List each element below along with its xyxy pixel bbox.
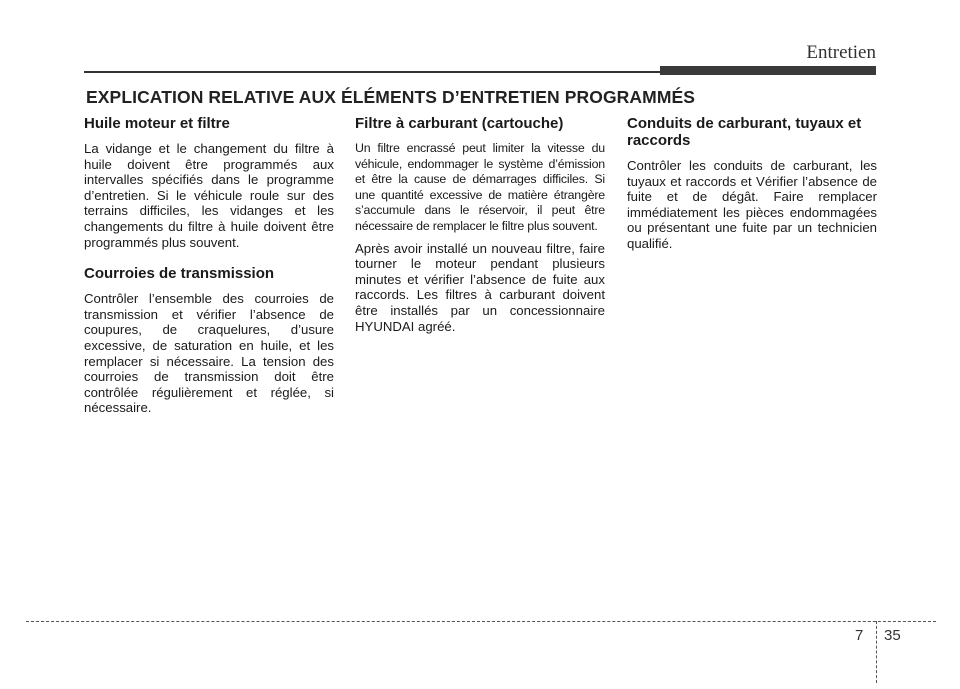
drive-belts-paragraph: Contrôler l’ensemble des courroies de transmission et vérifier l’absence de coupures, de craquelures, d’usure excessive, de saturation en huile, et les remplacer si nécessaire. La tension des courroies de transmission doit être contrôlée régulièrement et réglée, si nécessaire.	[84, 291, 334, 416]
section-heading: EXPLICATION RELATIVE AUX ÉLÉMENTS D’ENTRETIEN PROGRAMMÉS	[86, 87, 696, 107]
chapter-number: 7	[855, 627, 864, 644]
column-2	[355, 115, 605, 340]
drive-belts-heading: Courroies de transmission	[84, 265, 275, 283]
header-rule-thick	[660, 66, 876, 75]
fuel-filter-heading: Filtre à carburant (cartouche)	[355, 115, 564, 132]
column-3	[627, 115, 877, 258]
fuel-filter-paragraph-2: Après avoir installé un nouveau filtre, faire tourner le moteur pendant plusieurs minutes et vérifier l’absence de fuite aux raccords. Les filtres à carburant doivent être installés par un concessionnaire HYUNDAI agréé.	[355, 240, 605, 334]
page-number: 35	[884, 627, 901, 644]
fuel-filter-paragraph-1: Un filtre encrassé peut limiter la vitesse du véhicule, endommager le système d’émission et être la cause de démarrages difficiles. Si une quantité excessive de matière étrangère s’accumule dans le réservoir, il peut être nécessaire de remplacer le filtre plus souvent.	[355, 141, 605, 233]
engine-oil-heading: Huile moteur et filtre	[84, 115, 230, 132]
engine-oil-paragraph: La vidange et le changement du filtre à huile doivent être programmés aux intervalles spécifiés dans le programme d’entretien. Si le véhicule roule sur des terrains difficiles, les vidanges et les changements du filtre à huile doivent être programmés plus souvent.	[84, 141, 334, 250]
fuel-lines-paragraph: Contrôler les conduits de carburant, les tuyaux et raccords et Vérifier l’absence de fuite et de dégât. Faire remplacer immédiatement les pièces endommagées ou présentant une fuite par un technicien qualifié.	[627, 158, 877, 251]
footer-page-separator	[876, 621, 877, 683]
footer-dashed-rule	[26, 621, 936, 622]
header-rule-thin	[84, 71, 660, 73]
fuel-lines-heading: Conduits de carburant, tuyaux et raccords	[627, 115, 862, 149]
chapter-title: Entretien	[806, 42, 876, 63]
column-1	[84, 115, 334, 422]
